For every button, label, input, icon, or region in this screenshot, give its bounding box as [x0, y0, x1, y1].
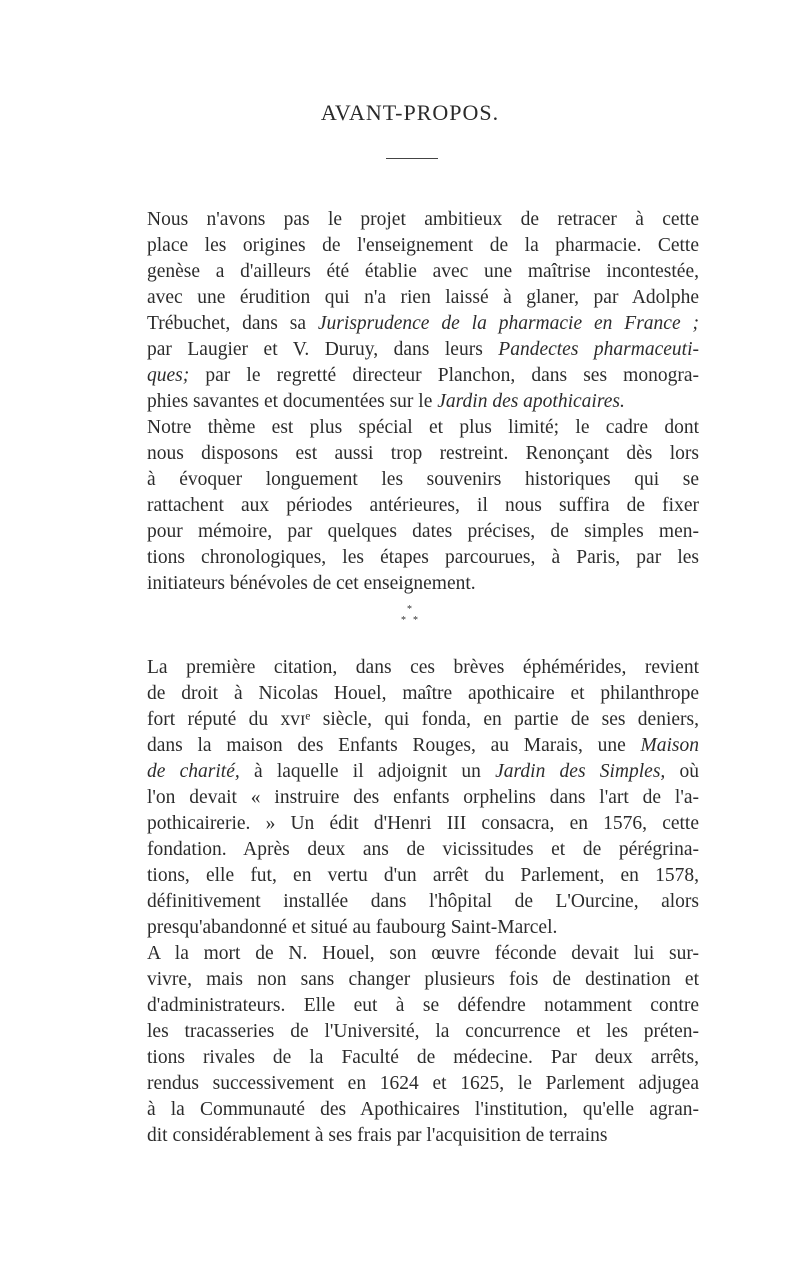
- text-line: par Laugier et V. Duruy, dans leurs Pandectes pharmaceuti-: [147, 339, 699, 360]
- text-line: Nous n'avons pas le projet ambitieux de retracer à cette: [147, 209, 699, 230]
- asterism-divider: [398, 604, 422, 634]
- text-line: tions, elle fut, en vertu d'un arrêt du Parlement, en 1578,: [147, 865, 699, 886]
- title-rule: [386, 158, 438, 159]
- text-line: initiateurs bénévoles de cet enseignement.: [147, 573, 476, 594]
- text-line: Notre thème est plus spécial et plus limité; le cadre dont: [147, 417, 699, 438]
- text-line: dans la maison des Enfants Rouges, au Marais, une Maison: [147, 735, 699, 756]
- text-line: La première citation, dans ces brèves éphémérides, revient: [147, 657, 699, 678]
- text-line: d'administrateurs. Elle eut à se défendre notamment contre: [147, 995, 699, 1016]
- text-line: tions chronologiques, les étapes parcourues, à Paris, par les: [147, 547, 699, 568]
- text-line: fondation. Après deux ans de vicissitudes et de pérégrina-: [147, 839, 699, 860]
- text-line: ques; par le regretté directeur Planchon, dans ses monogra-: [147, 365, 699, 386]
- asterism-star-top: *: [407, 604, 412, 615]
- text-line: fort réputé du xvɪᵉ siècle, qui fonda, en partie de ses deniers,: [147, 709, 699, 730]
- text-line: définitivement installée dans l'hôpital de L'Ourcine, alors: [147, 891, 699, 912]
- text-line: l'on devait « instruire des enfants orphelins dans l'art de l'a-: [147, 787, 699, 808]
- text-line: A la mort de N. Houel, son œuvre féconde devait lui sur-: [147, 943, 699, 964]
- text-line: les tracasseries de l'Université, la concurrence et les préten-: [147, 1021, 699, 1042]
- text-line: avec une érudition qui n'a rien laissé à glaner, par Adolphe: [147, 287, 699, 308]
- text-line: pour mémoire, par quelques dates précises, de simples men-: [147, 521, 699, 542]
- text-line: dit considérablement à ses frais par l'acquisition de terrains: [147, 1125, 608, 1146]
- text-line: rattachent aux périodes antérieures, il nous suffira de fixer: [147, 495, 699, 516]
- text-line: nous disposons est aussi trop restreint. Renonçant dès lors: [147, 443, 699, 464]
- text-line: tions rivales de la Faculté de médecine. Par deux arrêts,: [147, 1047, 699, 1068]
- text-line: à évoquer longuement les souvenirs historiques qui se: [147, 469, 699, 490]
- text-line: place les origines de l'enseignement de la pharmacie. Cette: [147, 235, 699, 256]
- text-line: vivre, mais non sans changer plusieurs fois de destination et: [147, 969, 699, 990]
- asterism-star-left: *: [401, 615, 406, 626]
- text-line: presqu'abandonné et situé au faubourg Saint-Marcel.: [147, 917, 558, 938]
- text-line: de droit à Nicolas Houel, maître apothicaire et philanthrope: [147, 683, 699, 704]
- text-line: pothicairerie. » Un édit d'Henri III consacra, en 1576, cette: [147, 813, 699, 834]
- text-line: genèse a d'ailleurs été établie avec une maîtrise incontestée,: [147, 261, 699, 282]
- text-line: de charité, à laquelle il adjoignit un Jardin des Simples, où: [147, 761, 700, 782]
- asterism-star-right: *: [413, 615, 418, 626]
- text-line: phies savantes et documentées sur le Jardin des apothicaires.: [147, 391, 625, 412]
- text-line: rendus successivement en 1624 et 1625, le Parlement adjugea: [147, 1073, 699, 1094]
- text-line: à la Communauté des Apothicaires l'institution, qu'elle agran-: [147, 1099, 699, 1120]
- text-line: Trébuchet, dans sa Jurisprudence de la pharmacie en France ;: [147, 313, 700, 334]
- page-title: AVANT-PROPOS.: [320, 100, 500, 125]
